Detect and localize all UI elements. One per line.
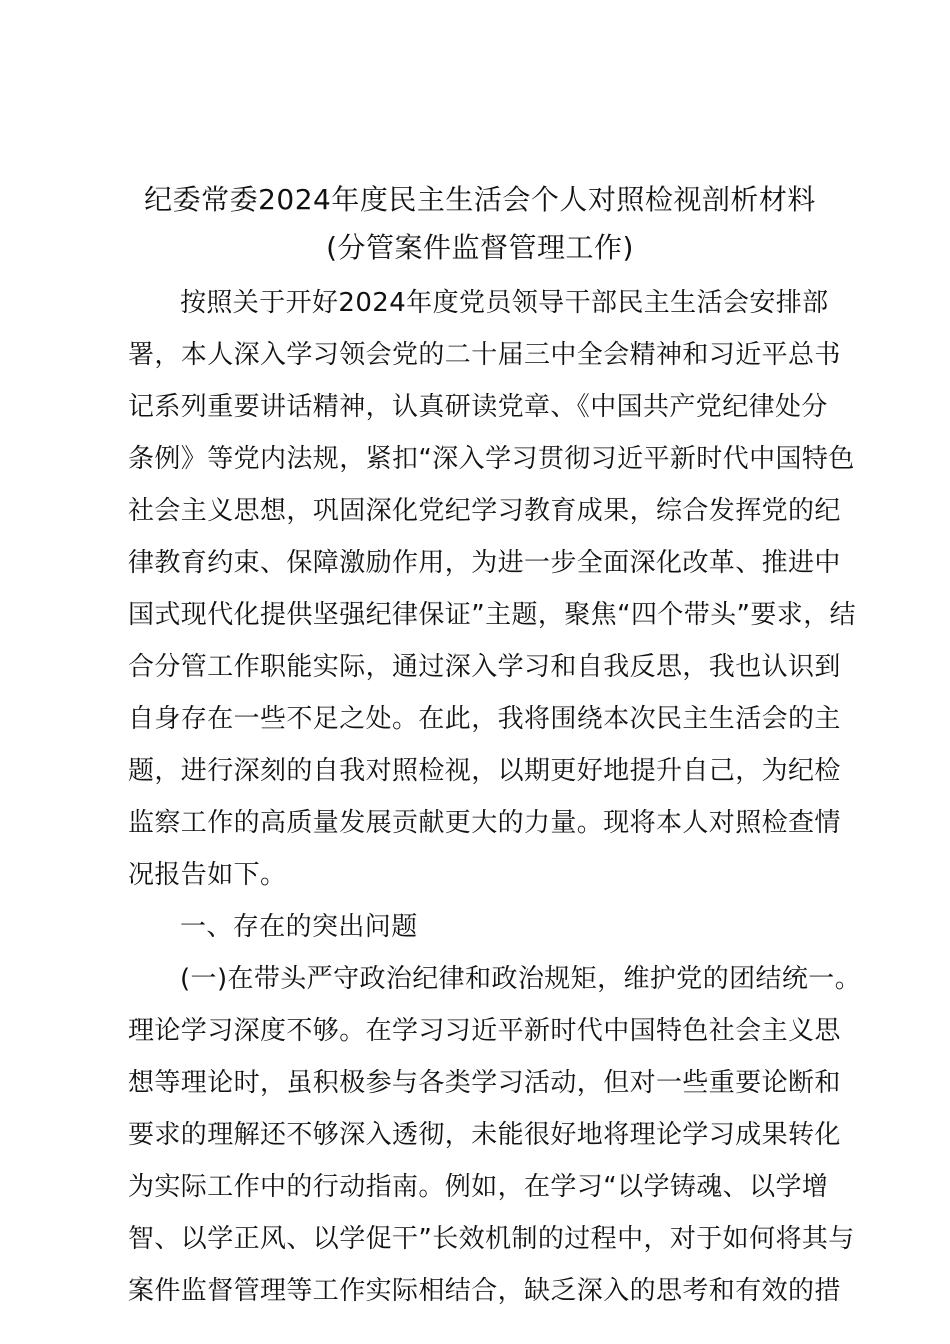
title-line-2: (分管案件监督管理工作) xyxy=(326,231,634,264)
paragraph-line: 题，进行深刻的自我对照检视，以期更好地提升自己，为纪检 xyxy=(128,756,841,786)
subsection-heading: (一)在带头严守政治纪律和政治规矩，维护党的团结统一。 xyxy=(180,964,862,994)
paragraph-line: 为实际工作中的行动指南。例如，在学习“以学铸魂、以学增 xyxy=(128,1172,829,1202)
paragraph-line: 要求的理解还不够深入透彻，未能很好地将理论学习成果转化 xyxy=(128,1120,841,1150)
paragraph-line: 理论学习深度不够。在学习习近平新时代中国特色社会主义思 xyxy=(128,1016,841,1046)
document-title xyxy=(120,176,840,272)
section-heading: 一、存在的突出问题 xyxy=(180,912,418,942)
paragraph-line: 署，本人深入学习领会党的二十届三中全会精神和习近平总书 xyxy=(128,340,841,370)
paragraph-line: 记系列重要讲话精神，认真研读党章、《中国共产党纪律处分 xyxy=(128,392,828,422)
paragraph-line: 合分管工作职能实际，通过深入学习和自我反思，我也认识到 xyxy=(128,652,841,682)
paragraph-line: 国式现代化提供坚强纪律保证”主题，聚焦“四个带头”要求，结 xyxy=(128,600,857,630)
paragraph-line: 案件监督管理等工作实际相结合，缺乏深入的思考和有效的措 xyxy=(128,1276,841,1306)
paragraph-line: 况报告如下。 xyxy=(128,860,287,890)
paragraph-line: 社会主义思想，巩固深化党纪学习教育成果，综合发挥党的纪 xyxy=(128,496,841,526)
title-line-1: 纪委常委2024年度民主生活会个人对照检视剖析材料 xyxy=(144,183,816,216)
paragraph-line: 按照关于开好2024年度党员领导干部民主生活会安排部 xyxy=(180,288,829,318)
paragraph-line: 律教育约束、保障激励作用，为进一步全面深化改革、推进中 xyxy=(128,548,841,578)
paragraph-line: 想等理论时，虽积极参与各类学习活动，但对一些重要论断和 xyxy=(128,1068,841,1098)
paragraph-line: 自身存在一些不足之处。在此，我将围绕本次民主生活会的主 xyxy=(128,704,841,734)
document-body xyxy=(128,277,862,1317)
paragraph-line: 监察工作的高质量发展贡献更大的力量。现将本人对照检查情 xyxy=(128,808,841,838)
paragraph-line: 智、以学正风、以学促干”长效机制的过程中，对于如何将其与 xyxy=(128,1224,855,1254)
paragraph-line: 条例》等党内法规，紧扣“深入学习贯彻习近平新时代中国特色 xyxy=(128,444,855,474)
